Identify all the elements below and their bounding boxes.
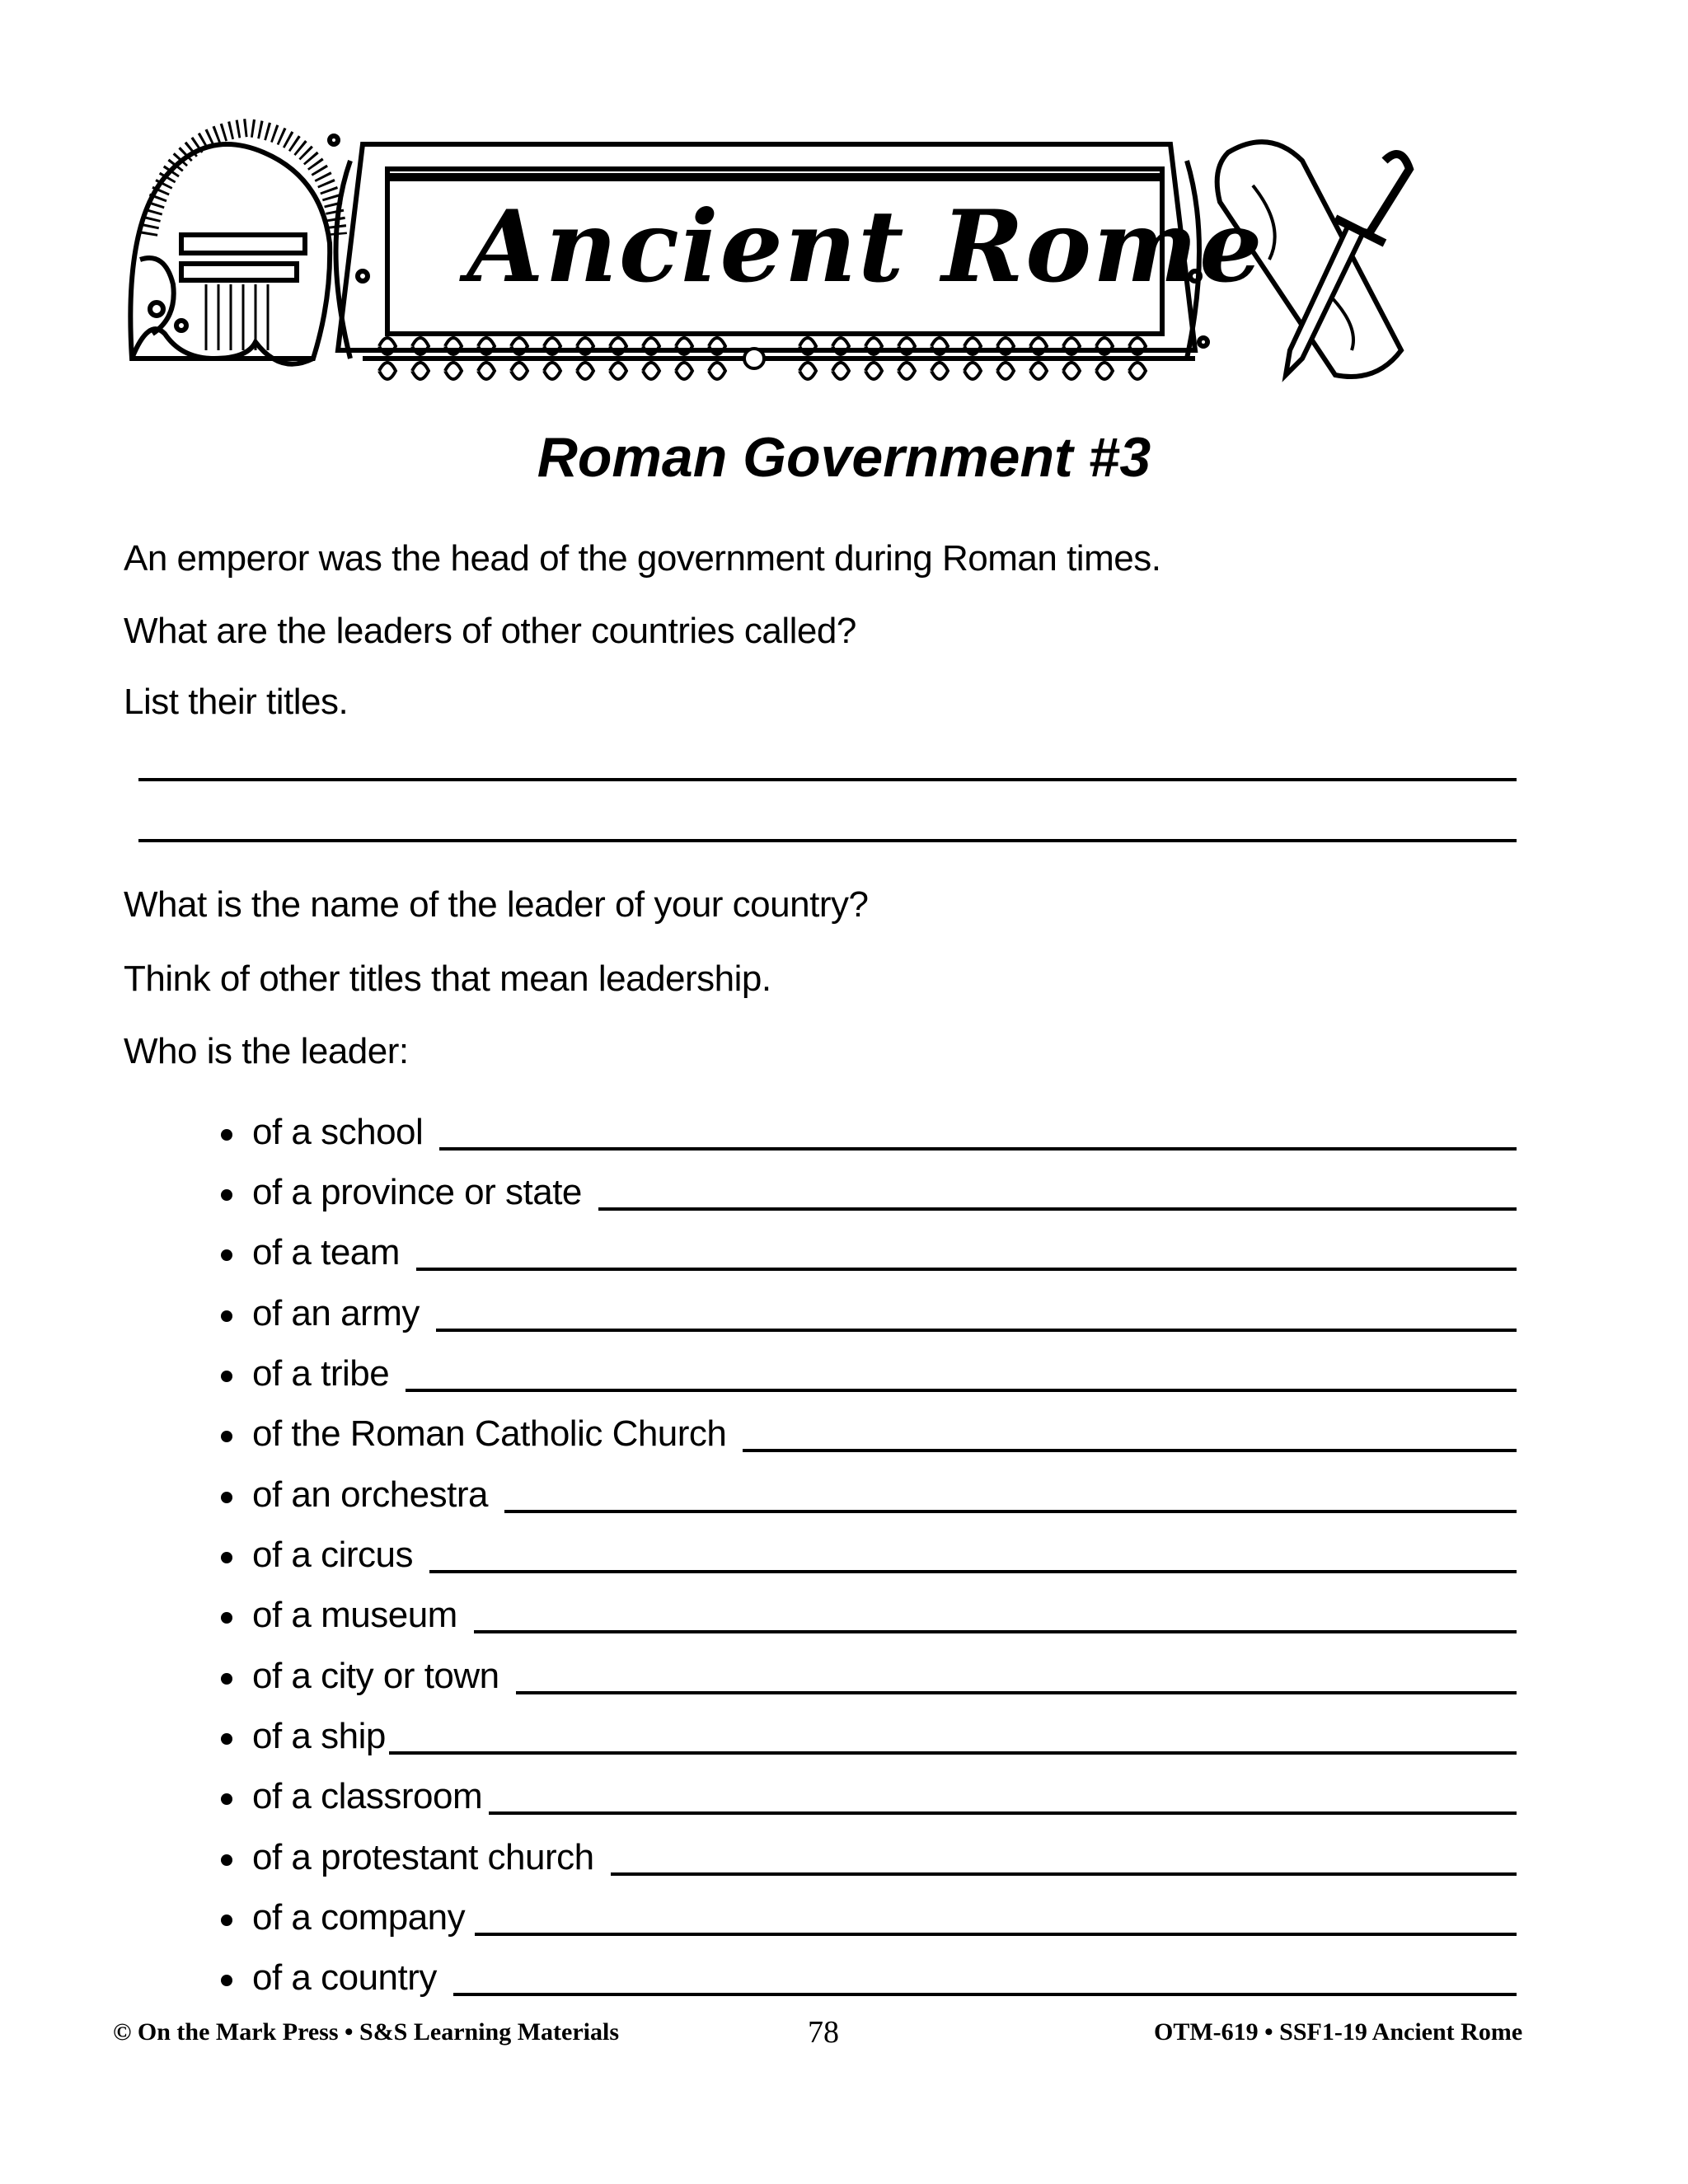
item-label: of the Roman Catholic Church <box>252 1413 727 1454</box>
answer-blank[interactable] <box>439 1147 1517 1151</box>
footer-copyright: © On the Mark Press • S&S Learning Materials <box>113 2018 619 2046</box>
item-label: of a company <box>252 1897 466 1938</box>
bullet-icon <box>221 1249 232 1261</box>
followup-line-3: Who is the leader: <box>124 1031 409 1071</box>
bullet-icon <box>221 1612 232 1624</box>
list-item <box>214 1225 1517 1274</box>
bullet-icon <box>221 1673 232 1685</box>
list-item <box>214 1406 1517 1455</box>
item-label: of a ship <box>252 1716 386 1756</box>
list-item <box>214 1165 1517 1214</box>
followup-line-1: What is the name of the leader of your country? <box>124 884 869 925</box>
page-title: Roman Government #3 <box>537 426 1151 489</box>
answer-blank[interactable] <box>429 1570 1517 1573</box>
item-label: of a city or town <box>252 1656 499 1696</box>
item-label: of a tribe <box>252 1353 390 1394</box>
bullet-icon <box>221 1733 232 1745</box>
list-item <box>214 1346 1517 1395</box>
intro-line-3: List their titles. <box>124 682 349 722</box>
answer-blank[interactable] <box>516 1691 1517 1694</box>
list-item <box>214 1104 1517 1154</box>
item-label: of a classroom <box>252 1776 483 1816</box>
list-item <box>214 1527 1517 1577</box>
item-label: of a country <box>252 1957 437 1998</box>
answer-blank[interactable] <box>389 1751 1517 1755</box>
list-item <box>214 1708 1517 1758</box>
answer-line-1[interactable] <box>138 778 1517 781</box>
answer-blank[interactable] <box>489 1811 1517 1815</box>
item-label: of a school <box>252 1112 424 1152</box>
item-label: of a protestant church <box>252 1837 594 1877</box>
item-label: of an army <box>252 1293 420 1333</box>
item-label: of a circus <box>252 1535 414 1575</box>
answer-blank[interactable] <box>436 1329 1517 1332</box>
intro-line-2: What are the leaders of other countries called? <box>124 611 856 651</box>
bullet-icon <box>221 1793 232 1805</box>
list-item <box>214 1769 1517 1818</box>
list-item <box>214 1587 1517 1637</box>
item-label: of a province or state <box>252 1172 582 1212</box>
list-item <box>214 1950 1517 1999</box>
bullet-icon <box>221 1975 232 1986</box>
roman-helmet-icon <box>130 128 338 364</box>
bullet-icon <box>221 1552 232 1563</box>
bullet-icon <box>221 1371 232 1382</box>
list-item <box>214 1648 1517 1698</box>
banner-title: Ancient Rome <box>467 189 1264 305</box>
bullet-icon <box>221 1189 232 1201</box>
intro-line-1: An emperor was the head of the government during Roman times. <box>124 538 1161 579</box>
bullet-icon <box>221 1854 232 1866</box>
bullet-icon <box>221 1129 232 1141</box>
bullet-icon <box>221 1431 232 1442</box>
answer-blank[interactable] <box>453 1993 1517 1996</box>
list-item <box>214 1830 1517 1879</box>
page-number: 78 <box>808 2015 839 2050</box>
answer-blank[interactable] <box>416 1268 1517 1271</box>
bullet-icon <box>221 1310 232 1322</box>
answer-blank[interactable] <box>406 1389 1517 1392</box>
item-label: of an orchestra <box>252 1474 488 1515</box>
answer-line-2[interactable] <box>138 839 1517 842</box>
answer-blank[interactable] <box>598 1207 1517 1211</box>
answer-blank[interactable] <box>611 1872 1517 1876</box>
answer-blank[interactable] <box>474 1630 1517 1633</box>
bullet-icon <box>221 1915 232 1926</box>
followup-line-2: Think of other titles that mean leadership. <box>124 958 771 999</box>
header-banner <box>115 111 1599 391</box>
answer-blank[interactable] <box>475 1933 1517 1936</box>
item-label: of a team <box>252 1232 400 1272</box>
answer-blank[interactable] <box>743 1449 1517 1452</box>
list-item <box>214 1890 1517 1939</box>
bullet-icon <box>221 1492 232 1503</box>
footer-product-code: OTM-619 • SSF1-19 Ancient Rome <box>1154 2018 1523 2046</box>
answer-blank[interactable] <box>504 1510 1517 1513</box>
item-label: of a museum <box>252 1595 457 1635</box>
list-item <box>214 1286 1517 1335</box>
list-item <box>214 1467 1517 1516</box>
